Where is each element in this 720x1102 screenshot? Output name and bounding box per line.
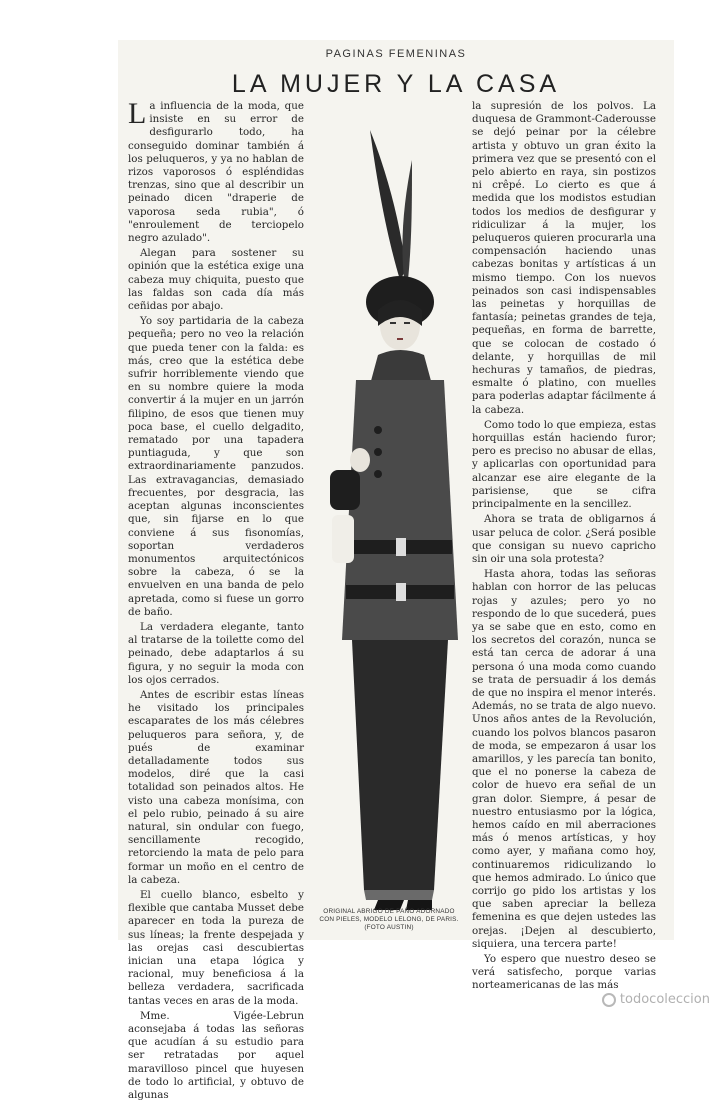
paragraph: Como todo lo que empieza, estas horquillas están haciendo furor; pero es preciso no abusar de ellas, y aplicarlas con oportunidad para alcanzar ese aire elegante de la parisiense, que se cifra principalmente en la sencillez.	[472, 418, 656, 511]
paragraph: La influencia de la moda, que insiste en su error de desfigurarlo todo, ha conseguido dominar también á los peluqueros, y ya no hablan de rizos vaporosos ó espléndidas trenzas, sino que al describir un peinado dicen "draperie de vaporosa seda rubia", ó "enroulement de terciopelo negro azulado".	[128, 97, 304, 245]
woman-coat-feather-hat-icon	[308, 130, 470, 910]
paragraph: La verdadera elegante, tanto al tratarse de la toilette como del peinado, debe adaptarlos á su figura, y no seguir la moda con los ojos cerrados.	[128, 620, 304, 686]
left-column	[128, 97, 304, 1102]
paragraph: Antes de escribir estas líneas he visitado los principales escaparates de los más célebres peluqueros para señora, y, de pués de examinar detalladamente todos sus modelos, diré que la casi totalidad son peinados altos. He visto una cabeza monísima, con el pelo rubio, peinado á su aire natural, sin ondular con fuego, sencillamente recogido, retorciendo la mata de pelo para formar un moño en el centro de la cabeza.	[128, 688, 304, 886]
paragraph: la supresión de los polvos. La duquesa de Grammont-Caderousse se dejó peinar por la célebre artista y obtuvo un gran éxito la primera vez que se presentó con el pelo abierto en raya, sin postizos ni crêpé. Lo cierto es que á medida que los modistos estudian todos los medios de desfigurar y ridiculizar á la mujer, los peluqueros quieren procurarla una compensación haciendo unas cabezas bonitas y artísticas á un mismo tiempo. Con los nuevos peinados son casi indispensables las peinetas y horquillas de fantasía; peinetas grandes de teja, pequeñas, en forma de barrette, que se colocan de costado ó delante, y horquillas de mil hechuras y tamaños, de piedras, esmalte ó platino, con muelles para poderlas adaptar fácilmente á la cabeza.	[472, 100, 656, 416]
paragraph: Alegan para sostener su opinión que la estética exige una cabeza muy chiquita, puesto que las faldas son cada día más ceñidas por abajo.	[128, 247, 304, 313]
fashion-photo	[308, 130, 470, 910]
photo-caption: ORIGINAL ABRIGO DE PAÑO ADORNADO CON PIELES, MODELO LELONG, DE PARIS. (FOTO AUSTIN)	[319, 908, 459, 931]
paragraph: Mme. Vigée-Lebrun aconsejaba á todas las señoras que acudían á su estudio para ser retratadas por aquel maravilloso pincel que huyesen de todo lo artificial, y obtuvo de algunas	[128, 1009, 304, 1102]
watermark-logo-icon	[602, 993, 616, 1007]
watermark-text: todocoleccion	[619, 992, 710, 1007]
watermark	[602, 992, 710, 1007]
right-column	[472, 100, 656, 992]
article-headline: LA MUJER Y LA CASA	[231, 70, 561, 98]
drop-cap: L	[128, 97, 147, 130]
paragraph: El cuello blanco, esbelto y flexible que cantaba Musset debe aparecer en toda la pureza de sus líneas; la frente despejada y las orejas casi descubiertas inician una etapa lógica y racional, muy beneficiosa á la belleza verdadera, sacrificada tantas veces en aras de la moda.	[128, 888, 304, 1007]
paragraph: Yo soy partidaria de la cabeza pequeña; pero no veo la relación que pueda tener con la falda: es más, creo que la estética debe sufrir horriblemente viendo que en su nombre quiere la moda convertir á la mujer en un jarrón filipino, de esos que tienen muy poca base, el cuello delgadito, rematado por una tapadera puntiaguda, y que son extraordinariamente panzudos. Las extravagancias, demasiado frecuentes, por desgracia, las aceptan algunas inconscientes que, sin fijarse en lo que conviene á sus fisonomías, soportan verdaderos monumentos arquitectónicos sobre la cabeza, ó se la envuelven en una banda de pelo apretada, como si fuese un gorro de baño.	[128, 315, 304, 618]
running-head: PAGINAS FEMENINAS	[325, 48, 467, 60]
paragraph: Yo espero que nuestro deseo se verá satisfecho, porque varias norteamericanas de las más	[472, 953, 656, 992]
paragraph: Hasta ahora, todas las señoras hablan con horror de las pelucas rojas y azules; pero yo no respondo de lo que sucederá, pues ya se sabe que en esto, como en los secretos del corazón, nunca se está tan cerca de adorar á una persona ó una moda como cuando se trata de persuadir á los demás de que no inspira el menor interés. Además, no se trata de algo nuevo. Unos años antes de la Revolución, cuando los polvos blancos pasaron de moda, se empezaron á usar los amarillos, y les parecía tan bonito, que el no ponerse la cabeza de color de huevo era señal de un gran dolor. Siempre, á pesar de nuestro entusiasmo por la lógica, hemos caído en mil aberraciones más ó menos artísticas, y hoy como ayer, y mañana como hoy, continuaremos ridiculizando lo que hemos admirado. Lo único que corrijo go pido los artistas y los que saben apreciar la belleza femenina es que dejen ustedes las orejas. ¡Dejen al descubierto, siquiera, una tercera parte!	[472, 568, 656, 950]
paragraph: Ahora se trata de obligarnos á usar peluca de color. ¿Será posible que consigan su nuevo capricho sin oir una sola protesta?	[472, 513, 656, 565]
